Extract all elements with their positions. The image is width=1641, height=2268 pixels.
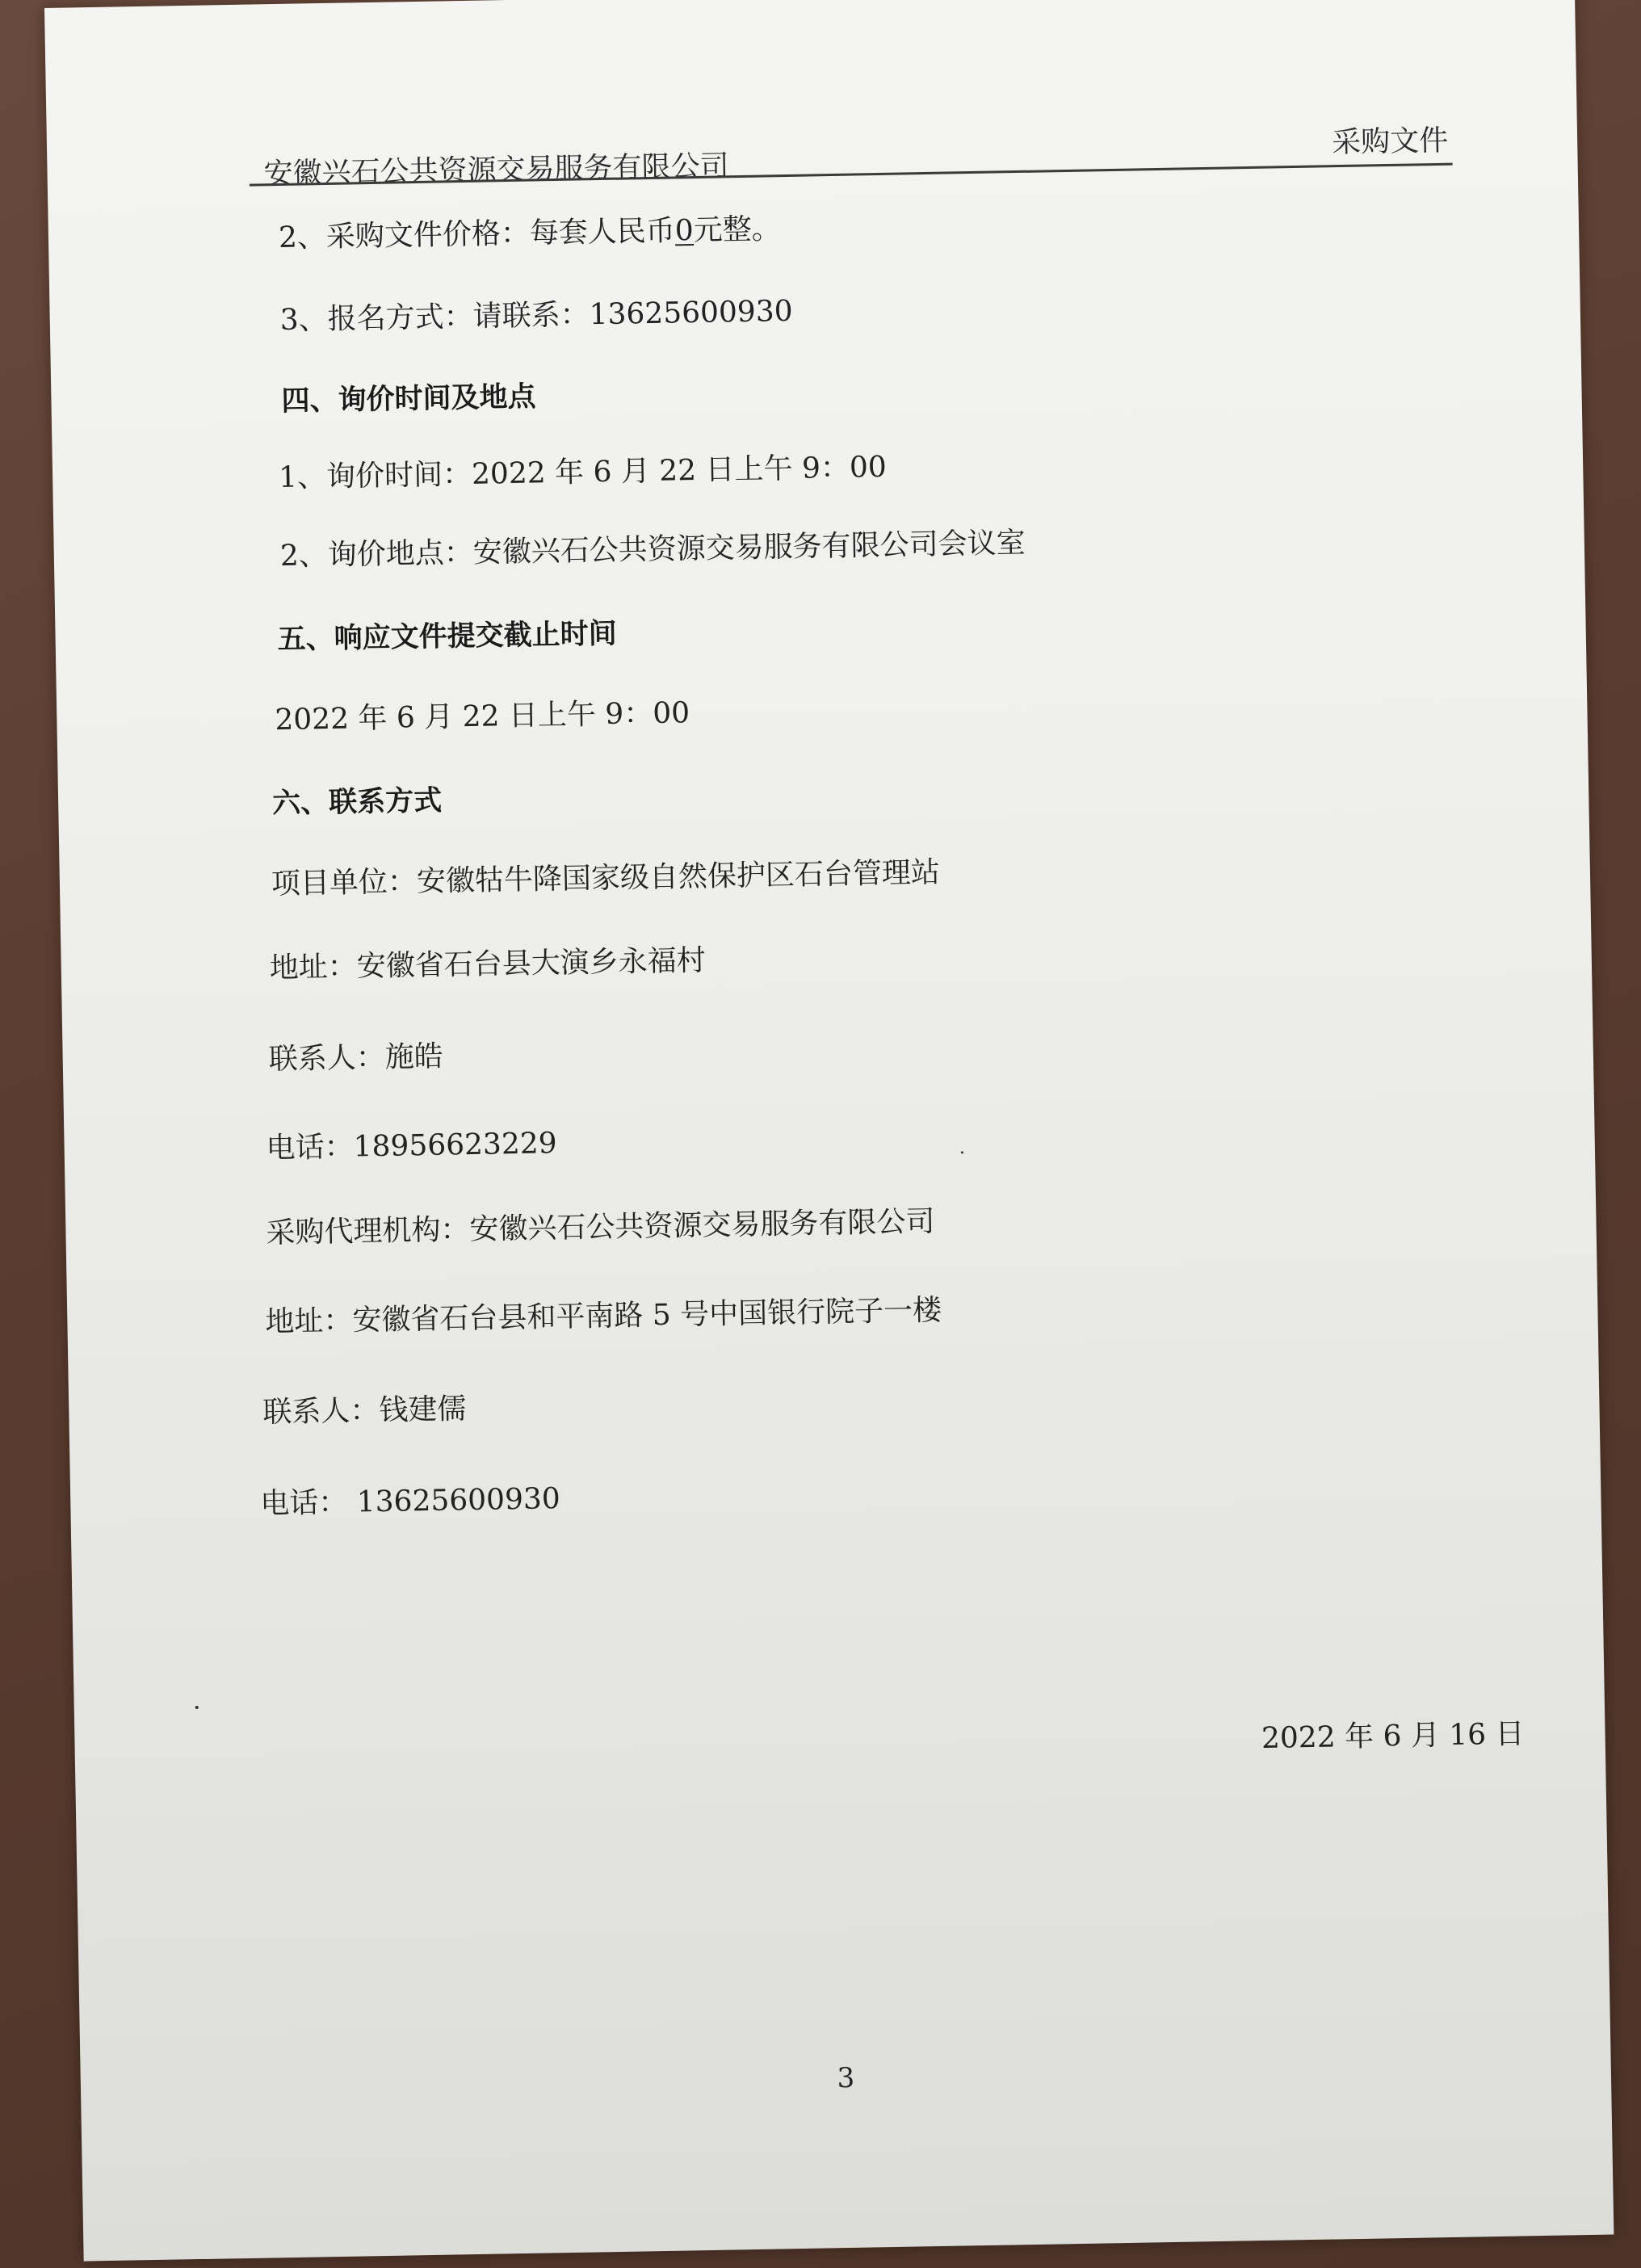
inquiry-place-line: 2、询价地点：安徽兴石公共资源交易服务有限公司会议室 <box>279 526 1026 573</box>
section-5-heading: 五、响应文件提交截止时间 <box>277 617 617 657</box>
header-organization: 安徽兴石公共资源交易服务有限公司 <box>263 149 729 191</box>
paper-speck <box>195 1706 199 1709</box>
paper-speck <box>961 1151 963 1153</box>
inquiry-time-line: 1、询价时间：2022 年 6 月 22 日上午 9：00 <box>278 450 888 495</box>
agency-line: 采购代理机构：安徽兴石公共资源交易服务有限公司 <box>266 1204 935 1250</box>
contact-1-line: 联系人：施皓 <box>268 1040 444 1077</box>
header-document-type: 采购文件 <box>1331 124 1449 160</box>
price-value: 0 <box>674 214 695 248</box>
document-date: 2022 年 6 月 16 日 <box>1261 1717 1525 1756</box>
section-4-heading: 四、询价时间及地点 <box>281 380 536 418</box>
address-1-line: 地址：安徽省石台县大演乡永福村 <box>269 943 707 985</box>
phone-2-line: 电话： 13625600930 <box>260 1482 561 1521</box>
price-label: 2、采购文件价格：每套人民币 <box>278 214 676 254</box>
deadline-line: 2022 年 6 月 22 日上午 9：00 <box>275 696 690 737</box>
contact-2-line: 联系人：钱建儒 <box>262 1392 467 1430</box>
phone-1-line: 电话：18956623229 <box>266 1127 557 1166</box>
price-line <box>279 212 782 256</box>
page-number: 3 <box>837 2061 855 2095</box>
address-2-line: 地址：安徽省石台县和平南路 5 号中国银行院子一楼 <box>265 1293 942 1339</box>
price-suffix: 元整。 <box>693 212 782 248</box>
document-page <box>44 0 1614 2262</box>
project-unit-line: 项目单位：安徽牯牛降国家级自然保护区石台管理站 <box>271 855 941 901</box>
registration-line: 3、报名方式：请联系：13625600930 <box>279 294 793 337</box>
section-6-heading: 六、联系方式 <box>271 784 443 821</box>
